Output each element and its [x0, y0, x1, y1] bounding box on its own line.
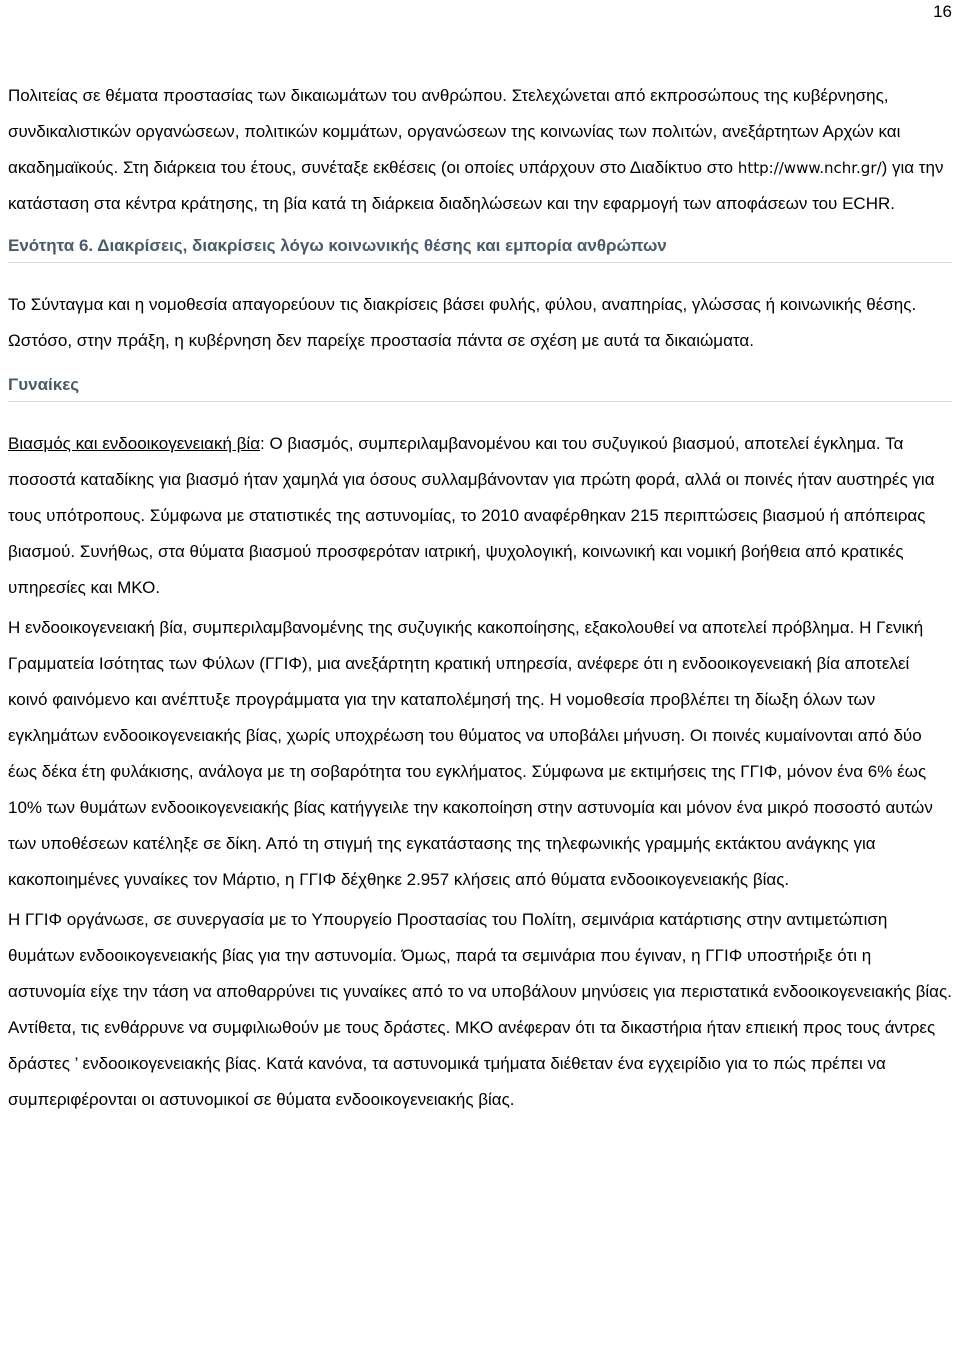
- women-heading: Γυναίκες: [8, 373, 952, 402]
- rape-label: Βιασμός και ενδοοικογενειακή βία: [8, 434, 261, 453]
- paragraph-nchr-text-a: Πολιτείας σε θέματα προστασίας των δικαιωμάτων του ανθρώπου. Στελεχώνεται από εκπροσώπους της κυβέρνησης, συνδικαλιστικών οργανώσεων, πολιτικών κομμάτων, οργανώσεων της κοινωνίας των πολιτών, ανεξάρτητων Αρχών και ακαδημαϊκούς. Στη διάρκεια του έτους, συνέταξε εκθέσεις (οι οποίες υπάρχουν στο Διαδίκτυο στο: [8, 86, 901, 177]
- paragraph-nchr-text-b: ) για την κατάσταση στα κέντρα κράτησης, τη βία κατά τη διάρκεια διαδηλώσεων και την εφαρμογή των αποφάσεων του ECHR.: [8, 158, 944, 213]
- rape-paragraph: [8, 426, 952, 606]
- section-6-heading: Ενότητα 6. Διακρίσεις, διακρίσεις λόγω κοινωνικής θέσης και εμπορία ανθρώπων: [8, 234, 952, 263]
- training-paragraph: Η ΓΓΙΦ οργάνωσε, σε συνεργασία με το Υπουργείο Προστασίας του Πολίτη, σεμινάρια κατάρτισης στην αντιμετώπιση θυμάτων ενδοοικογενειακής βίας για την αστυνομία. Όμως, παρά τα σεμινάρια που έγιναν, η ΓΓΙΦ υποστήριξε ότι η αστυνομία είχε την τάση να αποθαρρύνει τις γυναίκες από το να υποβάλουν μηνύσεις για περιστατικά ενδοοικογενειακής βίας. Αντίθετα, τις ενθάρρυνε να συμφιλιωθούν με τους δράστες. ΜΚΟ ανέφεραν ότι τα δικαστήρια ήταν επιεική προς τους άντρες δράστες ’ ενδοοικογενειακής βίας. Κατά κανόνα, τα αστυνομικά τμήματα διέθεταν ένα εγχειρίδιο για το πώς πρέπει να συμπεριφέρονται οι αστυνομικοί σε θύματα ενδοοικογενειακής βίας.: [8, 910, 952, 1109]
- section-6-paragraph: Το Σύνταγμα και η νομοθεσία απαγορεύουν τις διακρίσεις βάσει φυλής, φύλου, αναπηρίας, γλώσσας ή κοινωνικής θέσης. Ωστόσο, στην πράξη, η κυβέρνηση δεν παρείχε προστασία πάντα σε σχέση με αυτά τα δικαιώματα.: [8, 295, 917, 350]
- page-number: 16: [933, 2, 952, 21]
- paragraph-nchr: [8, 78, 952, 222]
- domestic-violence-paragraph: Η ενδοοικογενειακή βία, συμπεριλαμβανομένης της συζυγικής κακοποίησης, εξακολουθεί να αποτελεί πρόβλημα. Η Γενική Γραμματεία Ισότητας των Φύλων (ΓΓΙΦ), μια ανεξάρτητη κρατική υπηρεσία, ανέφερε ότι η ενδοοικογενειακή βία αποτελεί κοινό φαινόμενο και ανέπτυξε προγράμματα για την καταπολέμησή της. Η νομοθεσία προβλέπει τη δίωξη όλων των εγκλημάτων ενδοοικογενειακής βίας, χωρίς υποχρέωση του θύματος να υποβάλει μήνυση. Οι ποινές κυμαίνονται από δύο έως δέκα έτη φυλάκισης, ανάλογα με τη σοβαρότητα του εγκλήματος. Σύμφωνα με εκτιμήσεις της ΓΓΙΦ, μόνον ένα 6% έως 10% των θυμάτων ενδοοικογενειακής βίας κατήγγειλε την κακοποίηση στην αστυνομία και μόνον ένα μικρό ποσοστό αυτών των υποθέσεων κατέληξε σε δίκη. Από τη στιγμή της εγκατάστασης της τηλεφωνικής γραμμής εκτάκτου ανάγκης για κακοποιημένες γυναίκες τον Μάρτιο, η ΓΓΙΦ δέχθηκε 2.957 κλήσεις από θύματα ενδοοικογενειακής βίας.: [8, 618, 933, 889]
- rape-text: : Ο βιασμός, συμπεριλαμβανομένου και του συζυγικού βιασμού, αποτελεί έγκλημα. Τα ποσοστά καταδίκης για βιασμό ήταν χαμηλά για όσους συλλαμβάνονταν για πρώτη φορά, αλλά οι ποινές ήταν αυστηρές για τους υπότροπους. Σύμφωνα με στατιστικές της αστυνομίας, το 2010 αναφέρθηκαν 215 περιπτώσεις βιασμού ή απόπειρας βιασμού. Συνήθως, στα θύματα βιασμού προσφερόταν ιατρική, ψυχολογική, κοινωνική και νομική βοήθεια από κρατικές υπηρεσίες και ΜΚΟ.: [8, 434, 935, 597]
- nchr-link[interactable]: http://www.nchr.gr/: [737, 159, 882, 177]
- document-body: [8, 78, 952, 1118]
